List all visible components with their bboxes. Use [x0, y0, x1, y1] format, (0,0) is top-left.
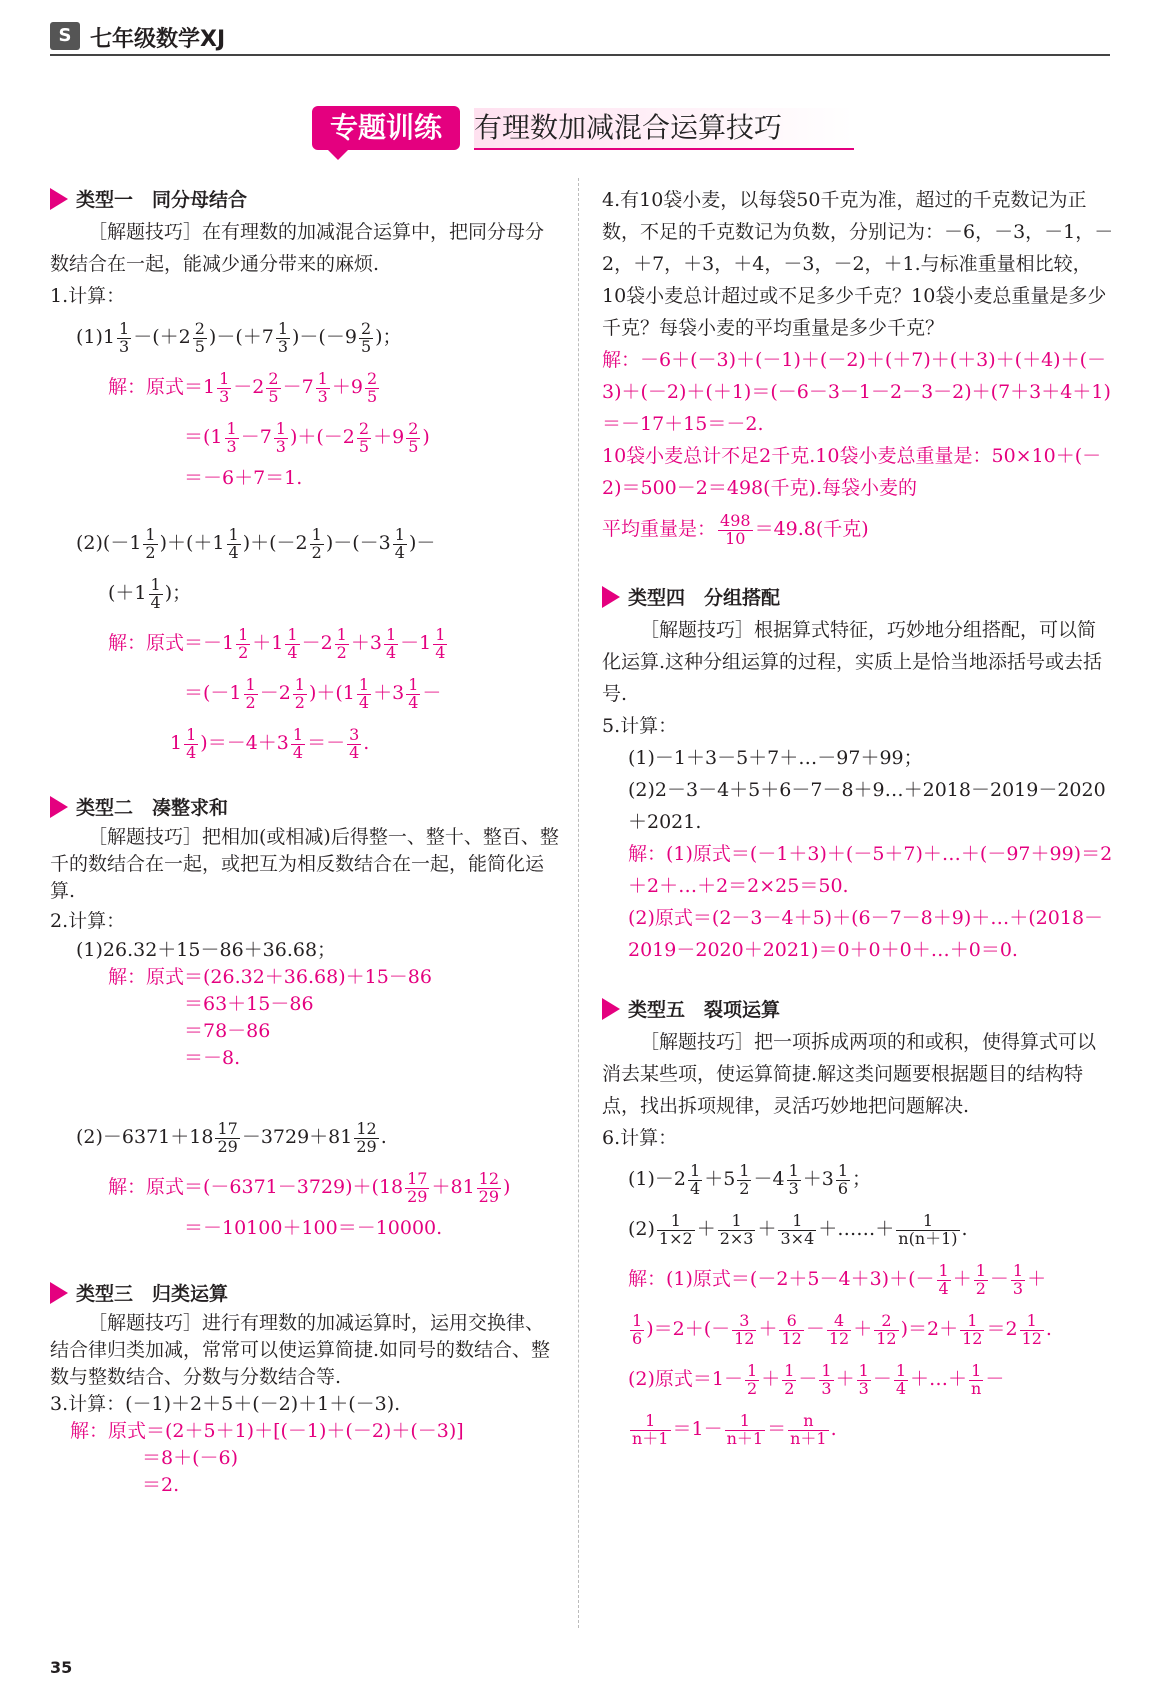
q1-answer1-l2: ＝(1 $\frac{1}{3}$ －7 $\frac{1}{3}$ )＋(－2 $\frac{2}{5}$ ＋9 $\frac{2}{5}$ ) — [184, 418, 430, 456]
question-2: 2.计算： — [50, 910, 126, 932]
q1-part1: (1)1 $\frac{1}{3}$ －(＋2 $\frac{2}{5}$ )－(＋7 $\frac{1}{3}$ )－(－9 $\frac{2}{5}$ )； — [76, 318, 402, 356]
q1-answer2-l1: 解：原式＝－1 $\frac{1}{2}$ ＋1 $\frac{1}{4}$ －2 $\frac{1}{2}$ ＋3 $\frac{1}{4}$ －1 $\frac{1}{4}$ — [108, 624, 446, 662]
q1-answer1-l3: ＝－6＋7＝1. — [184, 467, 303, 489]
tip-text: ［解题技巧］根据算式特征，巧妙地分组搭配，可以简化运算.这种分组运算的过程，实质上是恰当地添括号或去括号. — [602, 619, 1103, 705]
triangle-icon — [602, 998, 620, 1020]
banner-title: 有理数加减混合运算技巧 — [474, 108, 854, 150]
q2-answer1-l1: 解：原式＝(26.32＋36.68)＋15－86 — [108, 966, 432, 988]
tip-text: ［解题技巧］把相加(或相减)后得整一、整十、整百、整千的数结合在一起，或把互为相反数结合在一起，能简化运算. — [50, 826, 559, 902]
right-column — [602, 184, 1114, 1454]
question-1: 1.计算： — [50, 285, 126, 307]
q3-answer-l3: ＝2. — [142, 1474, 180, 1496]
q3-answer-l1: 解：原式＝(2＋5＋1)＋[(－1)＋(－2)＋(－3)] — [70, 1420, 464, 1442]
triangle-icon — [602, 586, 620, 608]
question-5: 5.计算： — [602, 715, 678, 737]
tip-text: ［解题技巧］把一项拆成两项的和或积，使得算式可以消去某些项，使运算简捷.解这类问题要根据题目的结构特点，找出拆项规律，灵活巧妙地把问题解决. — [602, 1031, 1097, 1117]
question-3: 3.计算：(－1)＋2＋5＋(－2)＋1＋(－3). — [50, 1393, 401, 1415]
tip-text: ［解题技巧］进行有理数的加减运算时，运用交换律、结合律归类加减，常常可以使运算简捷.如同号的数结合、整数与整数结合、分数与分数结合等. — [50, 1312, 551, 1388]
q5-answer2: (2)原式＝(2－3－4＋5)＋(6－7－8＋9)＋…＋(2018－2019－2020＋2021)＝0＋0＋0＋…＋0＝0. — [628, 907, 1104, 961]
banner-tag: 专题训练 — [312, 106, 460, 150]
question-4: 4.有10袋小麦，以每袋50千克为准，超过的千克数记为正数，不足的千克数记为负数，分别记为：－6，－3，－1，－2，＋7，＋3，＋4，－3，－2，＋1.与标准重量相比较，10袋小麦总计超过或不足多少千克？10袋小麦总重量是多少千克？每袋小麦的平均重量是多少千克？ — [602, 189, 1114, 339]
column-divider — [578, 178, 579, 1628]
tip-text: ［解题技巧］在有理数的加减混合运算中，把同分母分数结合在一起，能减少通分带来的麻烦. — [50, 221, 545, 275]
section-type-5: 类型五 裂项运算 — [602, 994, 1114, 1026]
section-type-4: 类型四 分组搭配 — [602, 582, 1114, 614]
triangle-icon — [50, 1282, 68, 1304]
q1-part2-cont: (＋1 $\frac{1}{4}$ )； — [108, 574, 192, 612]
q5-part2: (2)2－3－4＋5＋6－7－8＋9…＋2018－2019－2020＋2021. — [628, 779, 1106, 833]
q2-answer2-l1: 解：原式＝(－6371－3729)＋(18 $\frac{17}{29}$ ＋81 $\frac{12}{29}$ ) — [108, 1168, 511, 1206]
triangle-icon — [50, 796, 68, 818]
q2-answer1-l2: ＝63＋15－86 — [184, 993, 314, 1015]
page-header — [50, 18, 1110, 56]
left-column — [50, 184, 560, 1499]
section-type-3: 类型三 归类运算 — [50, 1278, 560, 1310]
q2-answer2-l2: ＝－10100＋100＝－10000. — [184, 1217, 443, 1239]
triangle-icon — [50, 188, 68, 210]
q6-part1: (1)－2 $\frac{1}{4}$ ＋5 $\frac{1}{2}$ －4 $\frac{1}{3}$ ＋3 $\frac{1}{6}$ ； — [628, 1160, 872, 1198]
q4-answer: 解：－6＋(－3)＋(－1)＋(－2)＋(＋7)＋(＋3)＋(＋4)＋(－3)＋(－2)＋(＋1)＝(－6－3－1－2－3－2)＋(7＋3＋4＋1)＝－17＋15＝－2. — [602, 349, 1111, 435]
publisher-logo: S — [50, 22, 80, 50]
q3-answer-l2: ＝8＋(－6) — [142, 1447, 239, 1469]
q6-answer2-l1: (2)原式＝1－ $\frac{1}{2}$ ＋ $\frac{1}{2}$ － $\frac{1}{3}$ ＋ $\frac{1}{3}$ － $\frac{1}{4}$ ＋…＋ $\frac{1}{n}$ － — [628, 1360, 1005, 1398]
q1-answer2-l2: ＝(－1 $\frac{1}{2}$ －2 $\frac{1}{2}$ )＋(1 $\frac{1}{4}$ ＋3 $\frac{1}{4}$ － — [184, 674, 442, 712]
section-type-2: 类型二 凑整求和 — [50, 792, 560, 824]
book-title: 七年级数学XJ — [90, 27, 226, 52]
q4-answer-2: 10袋小麦总计不足2千克.10袋小麦总重量是：50×10＋(－2)＝500－2＝498(千克).每袋小麦的 — [602, 445, 1102, 499]
q2-answer1-l3: ＝78－86 — [184, 1020, 271, 1042]
q6-answer1-l2: $\frac{1}{6}$ )＝2＋(－ $\frac{3}{12}$ ＋ $\frac{6}{12}$ － $\frac{4}{12}$ ＋ $\frac{2}{12}$ )＝2＋ $\frac{1}{12}$ ＝2 $\frac{1}{12}$ . — [632, 1310, 1052, 1348]
q1-answer2-l3: 1 $\frac{1}{4}$ )＝－4＋3 $\frac{1}{4}$ ＝－ $\frac{3}{4}$ . — [170, 724, 370, 762]
section-type-1: 类型一 同分母结合 — [50, 184, 560, 216]
page-number: 35 — [50, 1658, 73, 1677]
q6-answer2-l2: $\frac{1}{n+1}$ ＝1－ $\frac{1}{n+1}$ ＝ $\frac{n}{n+1}$ . — [632, 1410, 837, 1448]
q1-part2: (2)(－1 $\frac{1}{2}$ )＋(＋1 $\frac{1}{4}$ )＋(－2 $\frac{1}{2}$ )－(－3 $\frac{1}{4}$ )－ — [76, 524, 436, 562]
q2-part1: (1)26.32＋15－86＋36.68； — [76, 939, 337, 961]
q4-answer-3: 平均重量是： $\frac{498}{10}$ ＝49.8(千克) — [602, 510, 869, 548]
q1-answer1-l1: 解：原式＝1 $\frac{1}{3}$ －2 $\frac{2}{5}$ －7 $\frac{1}{3}$ ＋9 $\frac{2}{5}$ — [108, 368, 378, 406]
q6-part2: (2) $\frac{1}{1\times 2}$ ＋ $\frac{1}{2\times 3}$ ＋ $\frac{1}{3\times 4}$ ＋……＋ $\frac{1}{n(n+1)}$ . — [628, 1210, 968, 1248]
q5-part1: (1)－1＋3－5＋7＋…－97＋99； — [628, 747, 923, 769]
q6-answer1-l1: 解：(1)原式＝(－2＋5－4＋3)＋(－ $\frac{1}{4}$ ＋ $\frac{1}{2}$ － $\frac{1}{3}$ ＋ — [628, 1260, 1047, 1298]
q5-answer1: 解：(1)原式＝(－1＋3)＋(－5＋7)＋…＋(－97＋99)＝2＋2＋…＋2＝2×25＝50. — [628, 843, 1113, 897]
question-6: 6.计算： — [602, 1127, 678, 1149]
q2-answer1-l4: ＝－8. — [184, 1047, 241, 1069]
q2-part2: (2)－6371＋18 $\frac{17}{29}$ －3729＋81 $\frac{12}{29}$ . — [76, 1118, 387, 1156]
